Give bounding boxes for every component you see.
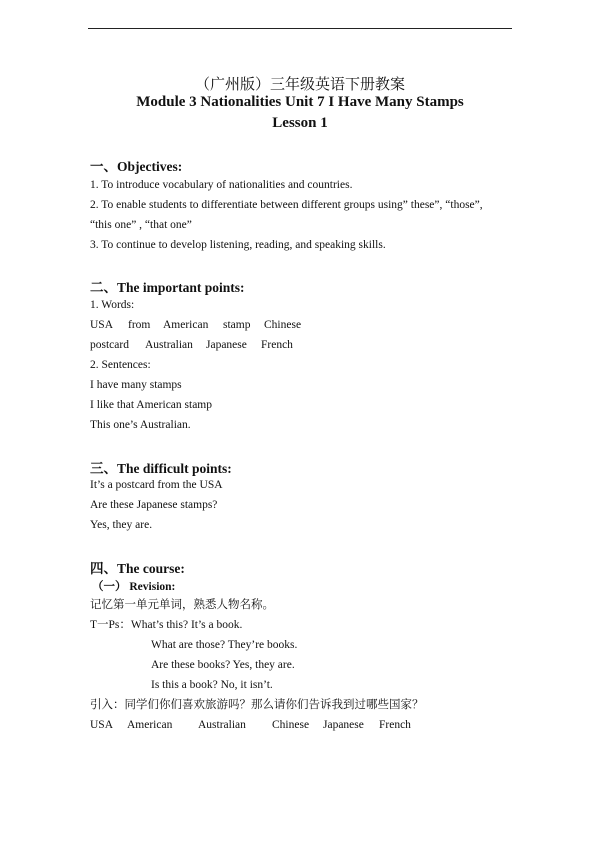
word: from <box>128 319 151 331</box>
intro-line: 引入：同学们你们喜欢旅游吗？那么请你们告诉我到过哪些国家？ <box>90 699 424 711</box>
difficult-heading: 三、The difficult points: <box>90 461 232 476</box>
objective-item: “this one” , “that one” <box>90 219 192 231</box>
revision-heading: （一） Revision: <box>92 581 176 593</box>
objective-item: 2. To enable students to differentiate between different groups using” these”, “those”, <box>90 199 483 211</box>
word: American <box>163 319 209 331</box>
words-row-1 <box>90 318 301 332</box>
country-word: Japanese <box>323 719 364 731</box>
word: French <box>261 339 293 351</box>
difficult-item: Are these Japanese stamps? <box>90 499 218 511</box>
dialog-line: Are these books? Yes, they are. <box>151 659 295 671</box>
doc-title-module: Module 3 Nationalities Unit 7 I Have Many Stamps <box>136 94 464 110</box>
word: Australian <box>145 339 193 351</box>
dialog-line: Is this a book? No, it isn’t. <box>151 679 273 691</box>
doc-title-chinese: （广州版）三年级英语下册教案 <box>194 77 405 93</box>
difficult-item: Yes, they are. <box>90 519 153 531</box>
sentences-label: 2. Sentences: <box>90 359 151 371</box>
country-word: American <box>127 719 173 731</box>
word: Japanese <box>206 339 247 351</box>
country-word: Chinese <box>272 719 310 731</box>
sentence-item: I like that American stamp <box>90 399 212 411</box>
word: postcard <box>90 339 129 351</box>
top-rule <box>88 28 512 29</box>
course-heading: 四、The course: <box>90 561 185 576</box>
words-row-2 <box>90 338 293 352</box>
objectives-heading: 一、Objectives: <box>90 159 183 174</box>
doc-title-lesson: Lesson 1 <box>272 115 328 131</box>
sentence-item: I have many stamps <box>90 379 182 391</box>
country-word: Australian <box>198 719 246 731</box>
countries-row <box>90 718 411 732</box>
objective-item: 3. To continue to develop listening, reading, and speaking skills. <box>90 239 386 251</box>
country-word: USA <box>90 719 114 731</box>
difficult-item: It’s a postcard from the USA <box>90 479 223 491</box>
revision-line: 记忆第一单元单词，熟悉人物名称。 <box>90 599 274 611</box>
sentence-item: This one’s Australian. <box>90 419 191 431</box>
word: Chinese <box>264 319 302 331</box>
words-label: 1. Words: <box>90 299 135 311</box>
important-heading: 二、The important points: <box>90 280 245 295</box>
word: stamp <box>223 319 251 331</box>
objective-item: 1. To introduce vocabulary of nationalities and countries. <box>90 179 353 191</box>
dialog-line: What are those? They’re books. <box>151 639 298 651</box>
word: USA <box>90 319 114 331</box>
dialog-line: T一Ps：What’s this? It’s a book. <box>90 619 243 631</box>
country-word: French <box>379 719 411 731</box>
